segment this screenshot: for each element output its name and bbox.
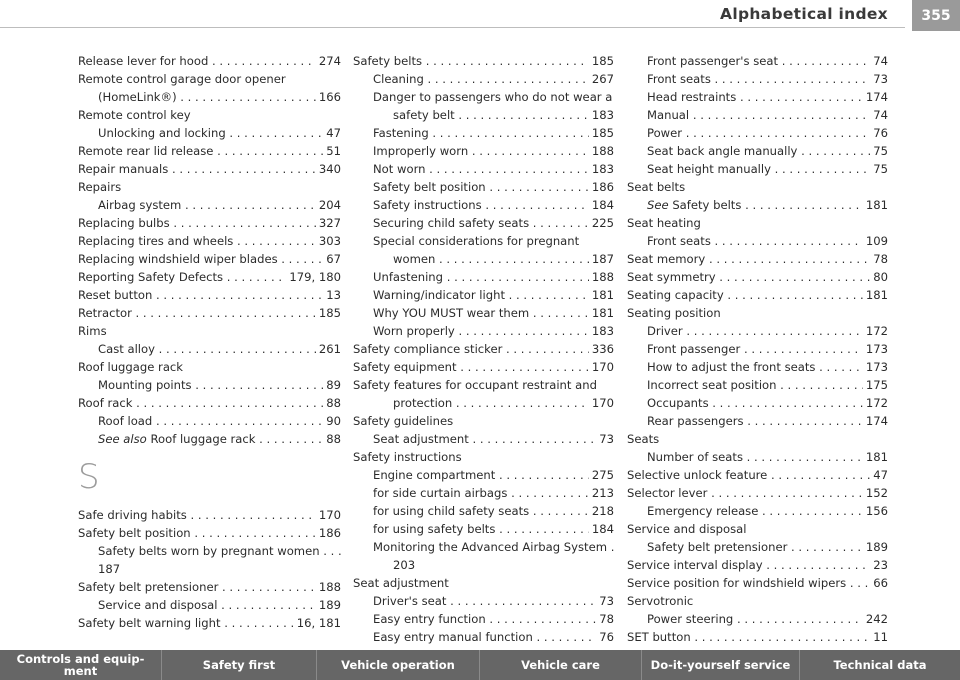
page-reference[interactable]: 181 [863, 448, 888, 466]
index-entry [353, 52, 614, 70]
entry-label: Occupants . . . [647, 396, 888, 410]
entry-label: for side curtain airbags . . . [373, 486, 614, 500]
entry-label: How to adjust the front seats . . . [647, 360, 888, 374]
entry-label: Power . . . [647, 126, 888, 140]
index-subentry [353, 394, 614, 412]
entry-label: Seat adjustment [353, 576, 449, 590]
index-subentry [627, 88, 888, 106]
index-subentry [353, 124, 614, 142]
page-reference[interactable]: 274 [316, 52, 341, 70]
tab-label: Vehicle operation [341, 658, 455, 672]
index-column-2 [353, 52, 614, 664]
index-subentry [353, 430, 614, 448]
page-reference[interactable]: 175 [863, 376, 888, 394]
index-subentry [627, 538, 888, 556]
page-reference[interactable]: 74 [870, 106, 888, 124]
entry-label: Seat symmetry . . . [627, 270, 888, 284]
index-entry [78, 286, 341, 304]
page-reference[interactable]: 187 [589, 250, 614, 268]
page-reference[interactable]: 179, 180 [286, 268, 341, 286]
page-reference[interactable]: 174 [863, 88, 888, 106]
page-reference[interactable]: 172 [863, 322, 888, 340]
index-subentry [353, 286, 614, 304]
entry-label: Driver . . . [647, 324, 888, 338]
index-subentry [627, 448, 888, 466]
index-entry [78, 214, 341, 232]
entry-label: Service interval display . . . [627, 558, 888, 572]
section-letter: S [78, 457, 100, 497]
page-reference[interactable]: 90 [323, 412, 341, 430]
index-entry [78, 322, 341, 340]
entry-label: Worn properly . . . [373, 324, 614, 338]
page-reference[interactable]: 47 [323, 124, 341, 142]
entry-label: Roof load . . . [98, 414, 341, 428]
page-reference[interactable]: 156 [863, 502, 888, 520]
page-number: 355 [912, 0, 960, 31]
index-subentry [627, 142, 888, 160]
tab-label: Vehicle care [521, 658, 600, 672]
index-subentry [353, 268, 614, 286]
page-reference[interactable]: 88 [323, 394, 341, 412]
entry-label: Incorrect seat position . . . [647, 378, 888, 392]
page-reference[interactable]: 78 [596, 610, 614, 628]
entry-label: Replacing bulbs . . . [78, 216, 341, 230]
page-reference[interactable]: 336 [589, 340, 614, 358]
entry-label: Cleaning . . . [373, 72, 614, 86]
page-reference[interactable]: 242 [863, 610, 888, 628]
entry-label: Roof rack . . . [78, 396, 341, 410]
entry-label: Seat adjustment . . . [373, 432, 614, 446]
index-subentry [78, 596, 341, 614]
entry-label: Front seats . . . [647, 234, 888, 248]
index-subentry [353, 160, 614, 178]
page-reference[interactable]: 186 [589, 178, 614, 196]
index-entry [627, 556, 888, 574]
entry-label: Safety instructions [353, 450, 462, 464]
index-subentry [627, 70, 888, 88]
page-reference[interactable]: 13 [323, 286, 341, 304]
index-subentry [353, 196, 614, 214]
index-entry [627, 286, 888, 304]
entry-label: Easy entry manual function . . . [373, 630, 614, 644]
entry-label: (HomeLink®) . . . [98, 90, 341, 104]
index-subentry [627, 106, 888, 124]
index-entry [353, 340, 614, 358]
index-subentry [353, 106, 614, 124]
page-reference[interactable]: 185 [589, 52, 614, 70]
index-entry [353, 412, 614, 430]
index-subentry [627, 124, 888, 142]
index-entry [78, 52, 341, 70]
entry-label: Danger to passengers who do not wear a [373, 90, 613, 104]
entry-label: Not worn . . . [373, 162, 614, 176]
page-reference[interactable]: 80 [870, 268, 888, 286]
index-entry [78, 250, 341, 268]
index-entry [78, 358, 341, 376]
page-reference[interactable]: 66 [870, 574, 888, 592]
index-subentry [353, 322, 614, 340]
index-subentry [353, 178, 614, 196]
index-subentry [78, 430, 341, 448]
page-reference[interactable]: 189 [863, 538, 888, 556]
entry-label: for using safety belts . . . [373, 522, 614, 536]
index-subentry [627, 376, 888, 394]
page-reference[interactable]: 166 [316, 88, 341, 106]
entry-label: Remote rear lid release . . . [78, 144, 341, 158]
page-reference[interactable]: 73 [596, 592, 614, 610]
index-subentry [78, 542, 341, 560]
entry-label: Repair manuals . . . [78, 162, 341, 176]
index-subentry [627, 358, 888, 376]
entry-label: Seat memory . . . [627, 252, 888, 266]
index-entry [627, 268, 888, 286]
index-column-3 [627, 52, 888, 646]
page-reference[interactable]: 181 [589, 304, 614, 322]
entry-label: Selector lever . . . [627, 486, 888, 500]
index-entry [78, 524, 341, 542]
page-reference[interactable]: 67 [323, 250, 341, 268]
index-subentry [353, 502, 614, 520]
entry-label: Seats [627, 432, 660, 446]
index-entry [627, 178, 888, 196]
entry-label: Fastening . . . [373, 126, 614, 140]
entry-label: Safety equipment . . . [353, 360, 614, 374]
index-subentry [353, 628, 614, 646]
page-reference[interactable]: 275 [589, 466, 614, 484]
entry-label: Easy entry function . . . [373, 612, 614, 626]
entry-label: Manual . . . [647, 108, 888, 122]
page-reference[interactable]: 51 [323, 142, 341, 160]
page-reference[interactable]: 204 [316, 196, 341, 214]
entry-label: Release lever for hood . . . [78, 54, 341, 68]
page-reference[interactable]: 189 [316, 596, 341, 614]
page-reference[interactable]: 76 [596, 628, 614, 646]
header-divider [0, 27, 905, 28]
page-reference[interactable]: 152 [863, 484, 888, 502]
entry-label: Rear passengers . . . [647, 414, 888, 428]
page-reference[interactable]: 186 [316, 524, 341, 542]
entry-label: Number of seats . . . [647, 450, 888, 464]
entry-label: Safety belts . . . [353, 54, 614, 68]
entry-label: Safety belts worn by pregnant women . . . [98, 544, 342, 558]
page-reference[interactable]: 181 [589, 286, 614, 304]
index-subentry [353, 520, 614, 538]
entry-label: Safety guidelines [353, 414, 454, 428]
index-entry [627, 592, 888, 610]
page-reference[interactable]: 23 [870, 556, 888, 574]
entry-label: Reporting Safety Defects . . . [78, 270, 341, 284]
entry-label: Warning/indicator light . . . [373, 288, 614, 302]
index-entry [78, 394, 341, 412]
entry-label: Safety instructions . . . [373, 198, 614, 212]
index-entry [627, 430, 888, 448]
index-subentry [78, 412, 341, 430]
index-subentry [353, 250, 614, 268]
entry-label: Emergency release . . . [647, 504, 888, 518]
entry-label: 203 [393, 558, 416, 572]
entry-label: Seat heating [627, 216, 701, 230]
entry-label: Unfastening . . . [373, 270, 614, 284]
page-reference[interactable]: 183 [589, 160, 614, 178]
index-subentry [627, 394, 888, 412]
index-subentry [78, 88, 341, 106]
entry-label: Securing child safety seats . . . [373, 216, 614, 230]
page-reference[interactable]: 73 [596, 430, 614, 448]
page-reference[interactable]: 88 [323, 430, 341, 448]
entry-label: Seat back angle manually . . . [647, 144, 888, 158]
entry-label: Retractor . . . [78, 306, 341, 320]
entry-label: Service position for windshield wipers . . . [627, 576, 888, 590]
entry-label: Driver's seat . . . [373, 594, 614, 608]
entry-label: Service and disposal [627, 522, 747, 536]
entry-label: See also Roof luggage rack . . . [98, 432, 341, 446]
index-column-1 [78, 52, 341, 632]
page-reference[interactable]: 340 [316, 160, 341, 178]
entry-label: Cast alloy . . . [98, 342, 341, 356]
index-entry [627, 574, 888, 592]
index-subentry [627, 412, 888, 430]
entry-label: Safe driving habits . . . [78, 508, 341, 522]
page-reference[interactable]: 185 [589, 124, 614, 142]
entry-label: for using child safety seats . . . [373, 504, 614, 518]
entry-label: Mounting points . . . [98, 378, 341, 392]
entry-label: Head restraints . . . [647, 90, 888, 104]
index-entry [627, 250, 888, 268]
page-reference[interactable]: 261 [316, 340, 341, 358]
page-reference[interactable]: 184 [589, 196, 614, 214]
page-reference[interactable]: 89 [323, 376, 341, 394]
index-entry [78, 178, 341, 196]
index-subentry [353, 538, 614, 556]
entry-label: Airbag system . . . [98, 198, 341, 212]
page-reference[interactable]: 185 [316, 304, 341, 322]
page-reference[interactable]: 174 [863, 412, 888, 430]
tab-controls-and-equipment[interactable] [0, 650, 162, 680]
index-subentry [78, 560, 341, 578]
index-subentry [627, 610, 888, 628]
entry-label: Seat height manually . . . [647, 162, 888, 176]
index-subentry [353, 70, 614, 88]
page-reference[interactable]: 225 [589, 214, 614, 232]
index-subentry [78, 124, 341, 142]
page-reference[interactable]: 188 [589, 142, 614, 160]
page-reference[interactable]: 181 [863, 286, 888, 304]
page-reference[interactable]: 184 [589, 520, 614, 538]
page-reference[interactable]: 173 [863, 340, 888, 358]
page-reference[interactable]: 109 [863, 232, 888, 250]
entry-label: Safety features for occupant restraint and [353, 378, 597, 392]
entry-label: women . . . [393, 252, 614, 266]
index-subentry [627, 160, 888, 178]
entry-label: Front seats . . . [647, 72, 888, 86]
index-entry [353, 448, 614, 466]
entry-label: protection . . . [393, 396, 614, 410]
entry-label: Reset button . . . [78, 288, 341, 302]
index-entry [78, 304, 341, 322]
index-subentry [627, 502, 888, 520]
index-entry [627, 628, 888, 646]
tab-technical-data[interactable] [800, 650, 960, 680]
index-subentry [353, 556, 614, 574]
tab-vehicle-operation[interactable] [317, 650, 480, 680]
entry-label: Seat belts [627, 180, 686, 194]
entry-label: Servotronic [627, 594, 694, 608]
page-reference[interactable]: 173 [863, 358, 888, 376]
index-subentry [78, 340, 341, 358]
page-reference[interactable]: 188 [589, 268, 614, 286]
page-reference[interactable]: 76 [870, 124, 888, 142]
page-title: Alphabetical index [720, 5, 888, 23]
entry-label: Front passenger . . . [647, 342, 888, 356]
entry-label: Power steering . . . [647, 612, 888, 626]
entry-label: Why YOU MUST wear them . . . [373, 306, 614, 320]
index-entry [78, 142, 341, 160]
index-entry [78, 160, 341, 178]
index-entry [627, 466, 888, 484]
entry-label: Front passenger's seat . . . [647, 54, 888, 68]
page-reference[interactable]: 75 [870, 142, 888, 160]
index-entry [353, 574, 614, 592]
index-subentry [627, 196, 888, 214]
entry-label: SET button . . . [627, 630, 888, 644]
entry-label: Unlocking and locking . . . [98, 126, 341, 140]
index-subentry [78, 376, 341, 394]
index-subentry [353, 88, 614, 106]
index-subentry [353, 592, 614, 610]
index-entry [78, 506, 341, 524]
entry-label: Remote control key [78, 108, 191, 122]
page-reference[interactable]: 47 [870, 466, 888, 484]
tab-label: Technical data [833, 658, 927, 672]
index-entry [627, 484, 888, 502]
page-reference[interactable]: 183 [589, 106, 614, 124]
tab-vehicle-care[interactable] [480, 650, 642, 680]
page-reference[interactable]: 73 [870, 70, 888, 88]
page-reference[interactable]: 74 [870, 52, 888, 70]
page-reference[interactable]: 170 [316, 506, 341, 524]
index-entry [78, 268, 341, 286]
index-entry [78, 106, 341, 124]
entry-label: Safety compliance sticker . . . [353, 342, 614, 356]
entry-label: Safety belt pretensioner . . . [647, 540, 888, 554]
index-subentry [353, 214, 614, 232]
entry-label: Seating capacity . . . [627, 288, 888, 302]
page-reference[interactable]: 188 [316, 578, 341, 596]
index-entry [78, 232, 341, 250]
chapter-nav-bar [0, 650, 960, 680]
index-entry [627, 520, 888, 538]
entry-label: Remote control garage door opener [78, 72, 286, 86]
entry-label: Replacing tires and wheels . . . [78, 234, 341, 248]
entry-label: Improperly worn . . . [373, 144, 614, 158]
page-reference[interactable]: 16, 181 [294, 614, 341, 632]
entry-label: Seating position [627, 306, 721, 320]
index-subentry [353, 484, 614, 502]
tab-label: Controls and equip- ment [16, 652, 145, 678]
page-reference[interactable]: 170 [589, 394, 614, 412]
tab-label: Safety first [202, 658, 276, 672]
page-reference[interactable]: 11 [870, 628, 888, 646]
page-reference[interactable]: 183 [589, 322, 614, 340]
index-subentry [78, 196, 341, 214]
entry-label: Selective unlock feature . . . [627, 468, 888, 482]
index-subentry [627, 322, 888, 340]
page-reference[interactable]: 172 [863, 394, 888, 412]
entry-label: Special considerations for pregnant [373, 234, 580, 248]
index-entry [78, 70, 341, 88]
entry-label: Service and disposal . . . [98, 598, 341, 612]
tab-safety-first[interactable] [162, 650, 317, 680]
page-reference[interactable]: 75 [870, 160, 888, 178]
entry-label: Roof luggage rack [78, 360, 184, 374]
index-subentry [627, 340, 888, 358]
page-reference[interactable]: 213 [589, 484, 614, 502]
tab-label: Do-it-yourself service [650, 658, 791, 672]
entry-label: Safety belt position . . . [373, 180, 614, 194]
page-reference[interactable]: 181 [863, 196, 888, 214]
entry-label: See Safety belts . . . [647, 198, 888, 212]
entry-label: Safety belt warning light . . . [78, 616, 341, 630]
index-subentry [627, 232, 888, 250]
index-subentry [627, 52, 888, 70]
index-subentry [353, 466, 614, 484]
page-reference[interactable]: 327 [316, 214, 341, 232]
page-reference[interactable]: 303 [316, 232, 341, 250]
entry-label: Replacing windshield wiper blades . . . [78, 252, 341, 266]
entry-label: Engine compartment . . . [373, 468, 614, 482]
index-entry [353, 358, 614, 376]
tab-do-it-yourself-service[interactable] [642, 650, 800, 680]
index-subentry [353, 142, 614, 160]
page-reference[interactable]: 78 [870, 250, 888, 268]
index-subentry [353, 610, 614, 628]
entry-label: Rims [78, 324, 107, 338]
entry-label: Safety belt position . . . [78, 526, 341, 540]
index-entry [627, 304, 888, 322]
entry-label: safety belt . . . [393, 108, 614, 122]
entry-label: Safety belt pretensioner . . . [78, 580, 341, 594]
index-entry [78, 614, 341, 632]
see-reference: See [647, 198, 673, 212]
index-entry [627, 214, 888, 232]
index-entry [78, 578, 341, 596]
index-subentry [353, 232, 614, 250]
see-reference: See also [98, 432, 151, 446]
page-reference[interactable]: 267 [589, 70, 614, 88]
page-reference[interactable]: 218 [589, 502, 614, 520]
index-entry [353, 376, 614, 394]
entry-label: Monitoring the Advanced Airbag System . [373, 540, 615, 554]
entry-label: 187 [98, 562, 121, 576]
entry-label: Repairs [78, 180, 122, 194]
page-reference[interactable]: 170 [589, 358, 614, 376]
index-subentry [353, 304, 614, 322]
